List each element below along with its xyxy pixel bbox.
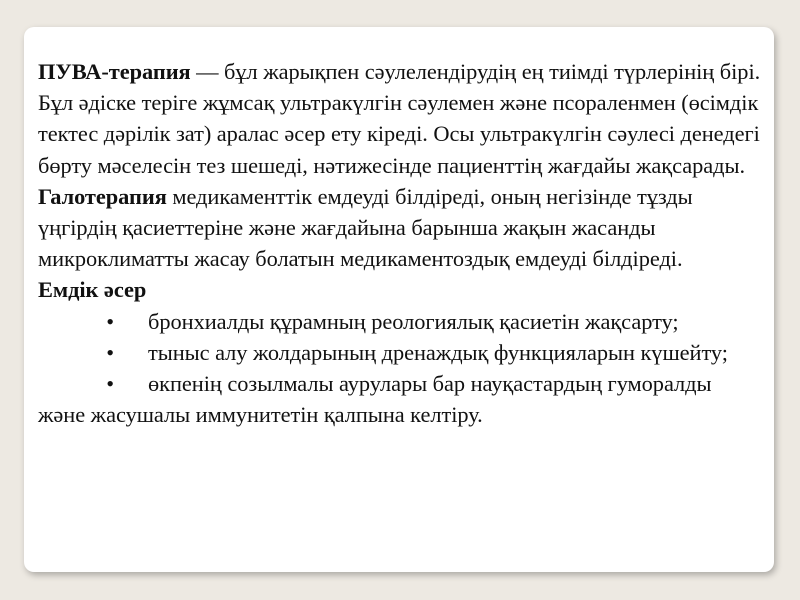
- puva-term: ПУВА-терапия: [38, 59, 191, 84]
- effect-list-item: [38, 337, 764, 368]
- effect-heading: Емдік әсер: [38, 277, 147, 303]
- effect-list-item: [38, 368, 764, 430]
- effect-text: өкпенің созылмалы аурулары бар науқастардың гуморалды және жасушалы иммунитетін қалпына келтіру.: [38, 371, 712, 428]
- puva-paragraph: [38, 56, 764, 181]
- effect-list-item: [38, 306, 764, 337]
- halo-term: Галотерапия: [38, 183, 167, 209]
- effect-text: бронхиалды құрамның реологиялық қасиетін жақсарту;: [148, 308, 679, 334]
- slide-text-body: [38, 56, 764, 430]
- halo-description: медикаменттік емдеуді білдіреді, оның негізінде тұзды үңгірдің қасиеттеріне және жағдайына барынша жақын жасанды микроклиматты жасау болатын медикаментоздық емдеуді білдіреді.: [38, 183, 693, 272]
- slide-card: [24, 27, 774, 572]
- bullet-icon: •: [106, 308, 114, 334]
- bullet-icon: •: [106, 371, 114, 397]
- halo-paragraph: [38, 181, 764, 275]
- effect-text: тыныс алу жолдарының дренаждық функцияларын күшейту;: [148, 339, 728, 365]
- bullet-icon: •: [106, 339, 114, 365]
- puva-description: — бұл жарықпен сәулелендірудің ең тиімді түрлерінің бірі. Бұл әдіске теріге жұмсақ ультракүлгін сәулемен және псораленмен (өсімдік тектес дәрілік зат) аралас әсер ету кіреді. Осы ультракүлгін сәулесі денедегі бөрту мәселесін тез шешеді, нәтижесінде пациенттің жағдайы жақсарады.: [38, 59, 761, 178]
